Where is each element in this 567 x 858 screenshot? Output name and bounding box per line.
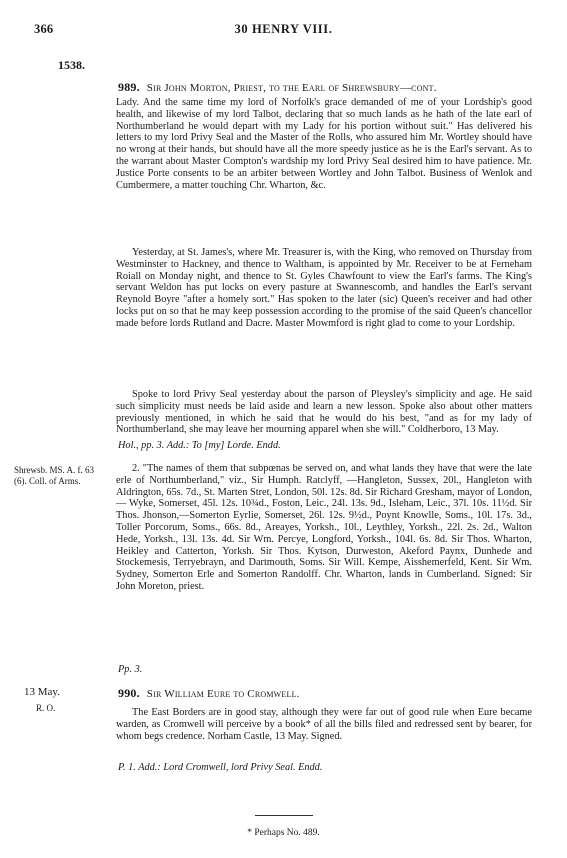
margin-note-source: Shrewsb. MS. A. f. 63 (6). Coll. of Arms.	[14, 465, 95, 486]
page-number: 366	[34, 22, 54, 36]
entry-990-date-margin: 13 May.	[24, 686, 60, 698]
entry-989-title: Sir John Morton, Priest, to the Earl of Shrewsbury—cont.	[146, 82, 437, 94]
entry-990-paragraph: The East Borders are in good stay, although they were far out of good rule when Eure became warden, as Cromwell will perceive by a book* of all the bills filed and redressed sent by bearer, for whom begs credence. Norham Castle, 13 May. Signed.	[116, 707, 532, 742]
entry-990-meta: P. 1. Add.: Lord Cromwell, lord Privy Seal. Endd.	[118, 762, 323, 773]
footnote-rule	[255, 815, 313, 816]
entry-989-paragraph-1: Lady. And the same time my lord of Norfolk's grace demanded of me of your Lordship's good health, and likewise of my lord Talbot, declaring that so much lands as he hath of the late earl of Northumberland he would depart with my Lady for his portion without suit." Has delivered his letters to my lord Privy Seal and the Master of the Rolls, who assured him Mr. Wortley should have no wrong at their hands, but should have all the more speedy justice as he is the Earl's servant. As to the warrant about Master Compton's wardship my lord Privy Seal desired him to have patience. Mr. Justice Porte consents to be an arbiter between Wortley and John Talbot. Business of Wenlok and Cumbermere, a matter touching Chr. Wharton, &c.	[116, 97, 532, 191]
entry-990-source-margin: R. O.	[36, 703, 56, 713]
entry-990-heading	[118, 686, 533, 701]
entry-989-number: 989.	[118, 80, 140, 94]
entry-989-paragraph-2: Yesterday, at St. James's, where Mr. Treasurer is, with the King, who removed on Thursday from Westminster to Hackney, and thence to Waltham, is appointed by Mr. Receiver to be at Ferneham Roiall on Monday night, and thence to St. Gyles Chawfount to view the Earl's farms. The King's servant Weldon has put locks on every pasture at Swannescomb, and handles the Earl's servant Reynold Boyre "after a homely sort." Has spoken to the later (sic) Queen's receiver and had other locks put on so that he may keep possession according to the promise of the said Queen's chancellor made before lords Rutland and Dacre. Master Mowmford is right glad to come to your Lordship.	[116, 247, 532, 329]
entry-990-title: Sir William Eure to Cromwell.	[146, 688, 300, 700]
entry-989-paragraph-3: Spoke to lord Privy Seal yesterday about the parson of Pleysley's simplicity and age. He said such simplicity must needs be laid aside and learn a new lesson. Spoke also about other matters previously mentioned, in which he said that he would do his best, "and as for my lady of Northumberland, she may leave her mourning apparel when she will." Coldherboro, 13 May.	[116, 389, 532, 436]
year-margin: 1538.	[58, 58, 85, 72]
entry-989-heading	[118, 80, 533, 95]
footnote: * Perhaps No. 489.	[247, 828, 320, 838]
entry-989-item-2-meta: Pp. 3.	[118, 664, 143, 675]
running-head: 30 HENRY VIII.	[234, 22, 333, 36]
entry-990-number: 990.	[118, 686, 140, 700]
entry-989-meta: Hol., pp. 3. Add.: To [my] Lorde. Endd.	[118, 440, 281, 451]
entry-989-item-2: 2. "The names of them that subpœnas be served on, and what lands they have that were the late erle of Northumberland," viz., Sir Humph. Ratclyff, —Hangleton, Sussex, 20l., Hangleton with Aldrington, 65s. 7d., St. Marten Stret, London, 50l. 12s. 8d. Sir Richard Gresham, mayor of London,— Wyke, Somerset, 45l. 12s. 10¾d., Foston, Leic., 24l. 13s. 9d., Isleham, Leic., 37l. 10s. 11½d. Sir Thos. Jhonson,—Somerton Eyrlie, Somerset, 26l. 12s. 9½d., Poynt Knowlle, Soms., 10l. 17s. 3d., Toller Porcorum, Soms., 66s. 8d., Areayes, Yorksh., 10l., Leythley, Yorksh., 22l. 2s. 2d., Walton Hede, Yorksh., 13l. 13s. 4d. Sir Wm. Percye, Longford, Yorksh., 104l. 6s. 8d. Sir Thos. Wharton, Heikley and Catterton, Yorksh. Sir Thos. Kytson, Durweston, Akeford Paynx, Dunhede and Stockemesis, Terryebrayn, and Dartmouth, Soms. Sir Will. Kempe, Aisshemerfeld, Kent. Sir Wm. Sydney, Somerton Erle and Somerton Randolff. Chr. Wharton, lands in Cumberland. Signed: Sir John Moreton, priest.	[116, 463, 532, 592]
